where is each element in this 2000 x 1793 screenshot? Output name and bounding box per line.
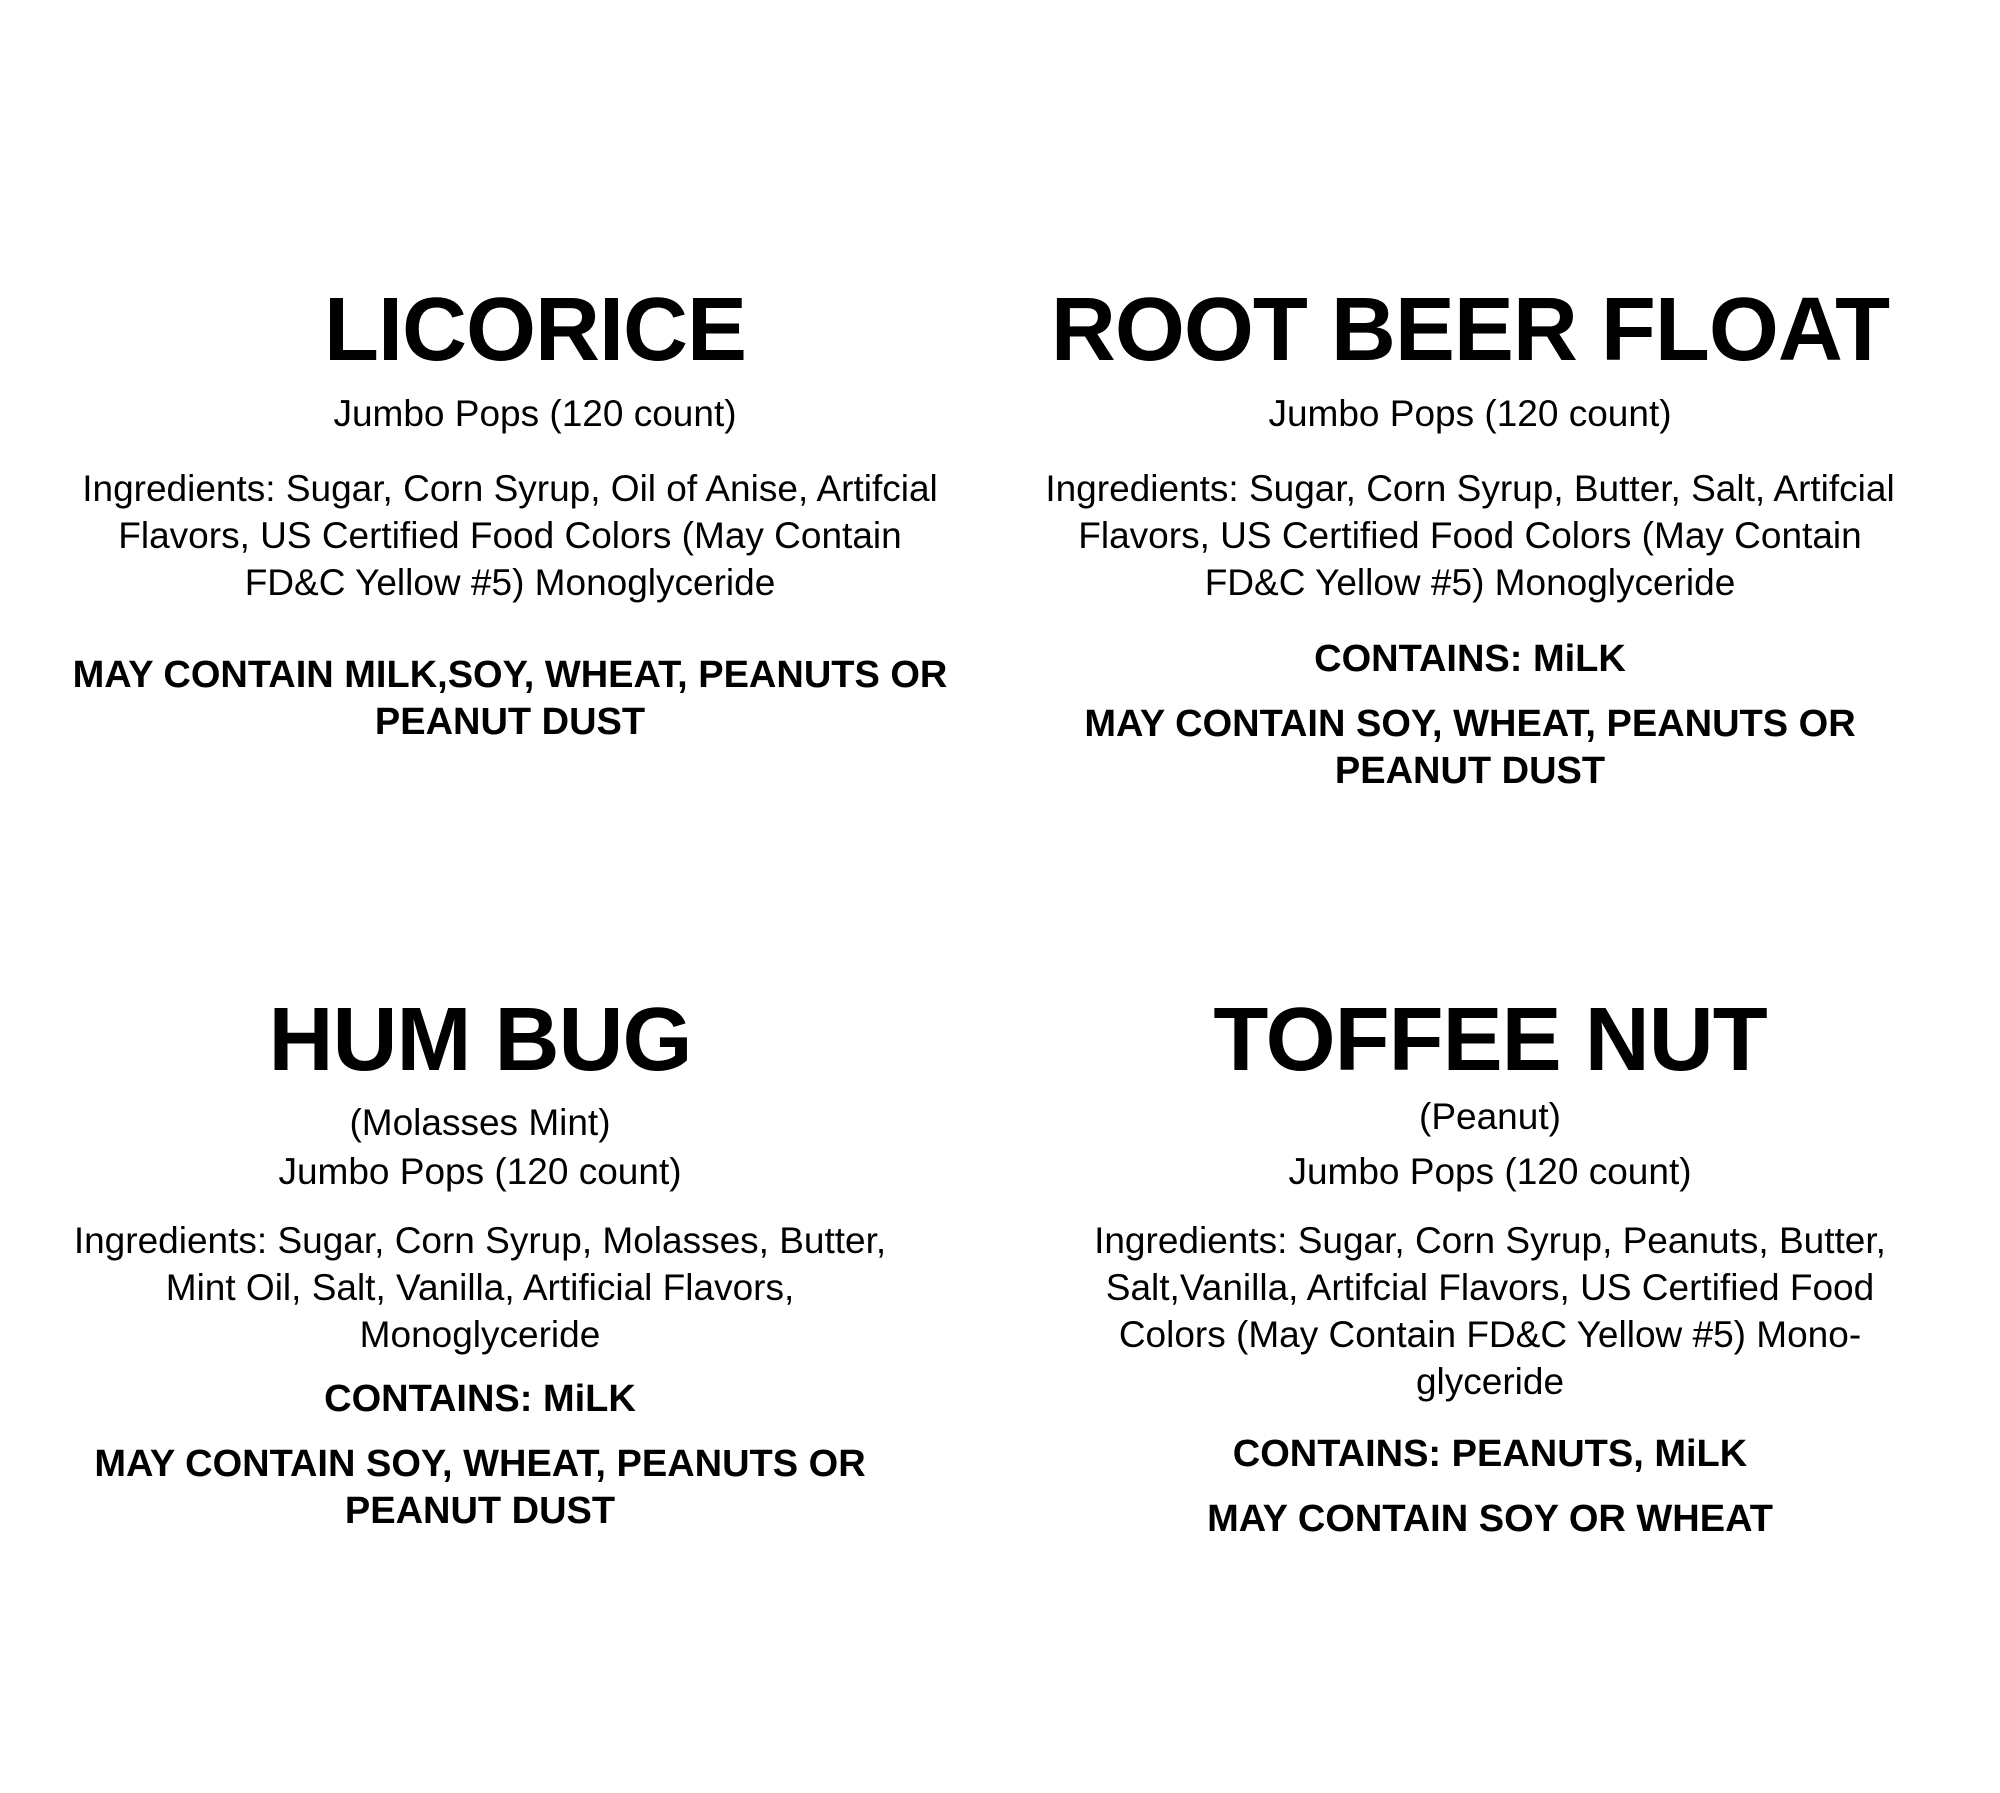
product-title: LICORICE [323, 280, 746, 380]
flavor-note: (Peanut) [1419, 1096, 1561, 1137]
may-contain-warning: MAY CONTAIN SOY, WHEAT, PEANUTS OR PEANUT DUST [94, 1443, 866, 1532]
label-root-beer-float [1020, 280, 1920, 795]
contains-warning: CONTAINS: MiLK [1314, 638, 1626, 680]
ingredients-text: Ingredients: Sugar, Corn Syrup, Peanuts, Butter, Salt,Vanilla, Artifcial Flavors, US Certified Food Colors (May Contain FD&C Yellow #5) Mono- glyceride [1094, 1220, 1886, 1402]
may-contain-warning: MAY CONTAIN SOY, WHEAT, PEANUTS OR PEANUT DUST [1084, 703, 1856, 792]
ingredients-text: Ingredients: Sugar, Corn Syrup, Oil of Anise, Artifcial Flavors, US Certified Food Colors (May Contain FD&C Yellow #5) Monoglyceride [82, 468, 938, 603]
pack-size: Jumbo Pops (120 count) [333, 393, 737, 434]
label-toffee-nut [1040, 990, 1940, 1543]
ingredients-text: Ingredients: Sugar, Corn Syrup, Molasses, Butter, Mint Oil, Salt, Vanilla, Artificial Flavors, Monoglyceride [73, 1220, 887, 1355]
contains-warning: CONTAINS: MiLK [324, 1378, 636, 1420]
may-contain-warning: MAY CONTAIN MILK,SOY, WHEAT, PEANUTS OR PEANUT DUST [72, 654, 948, 743]
pack-size: Jumbo Pops (120 count) [1288, 1151, 1692, 1192]
contains-warning: CONTAINS: PEANUTS, MiLK [1232, 1433, 1748, 1475]
product-title: HUM BUG [268, 990, 692, 1090]
flavor-note: (Molasses Mint) [349, 1102, 611, 1143]
product-title: TOFFEE NUT [1213, 990, 1767, 1090]
label-hum-bug [40, 990, 920, 1535]
may-contain-warning: MAY CONTAIN SOY OR WHEAT [1207, 1498, 1773, 1540]
pack-size: Jumbo Pops (120 count) [1268, 393, 1672, 434]
product-title: ROOT BEER FLOAT [1050, 280, 1890, 380]
pack-size: Jumbo Pops (120 count) [278, 1151, 682, 1192]
ingredients-text: Ingredients: Sugar, Corn Syrup, Butter, Salt, Artifcial Flavors, US Certified Food Colors (May Contain FD&C Yellow #5) Monoglyceride [1045, 468, 1895, 603]
label-licorice [60, 280, 960, 746]
